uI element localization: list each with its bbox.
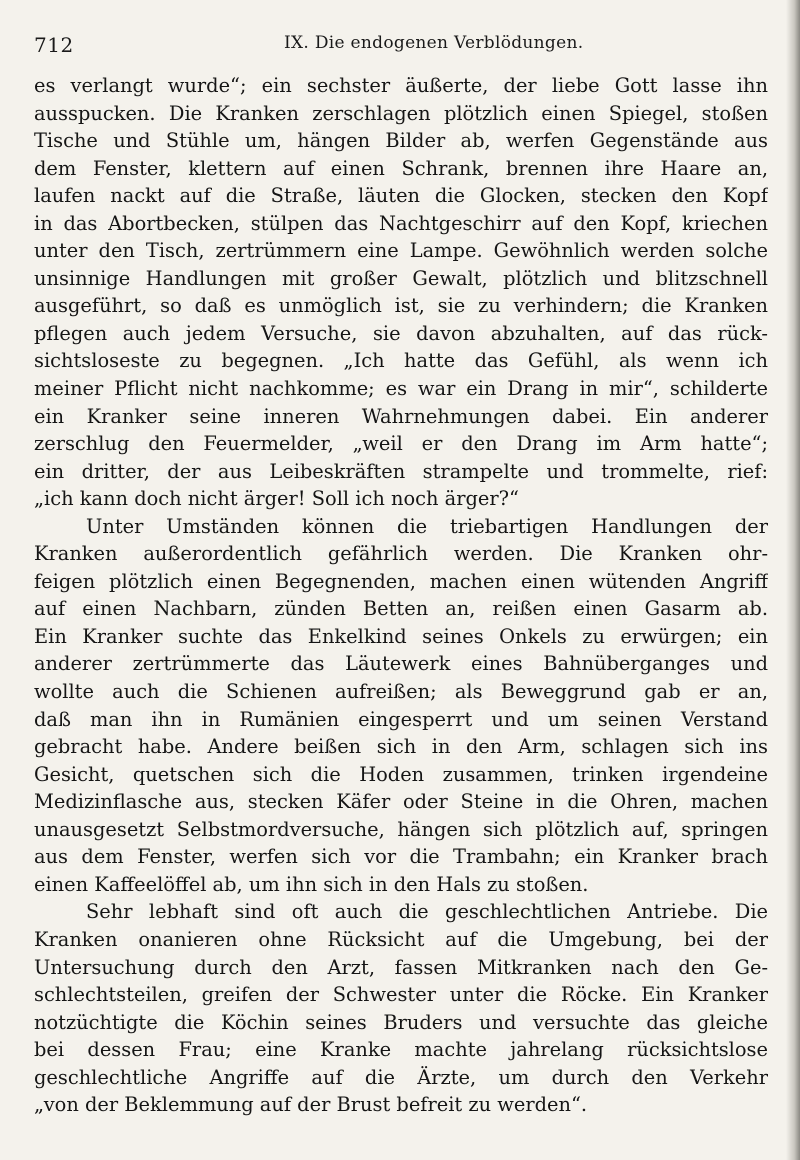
- text-line: Ein Kranker suchte das Enkelkind seines Onkels zu erwürgen; ein: [34, 624, 768, 648]
- page-number: 712: [34, 33, 74, 57]
- running-head: IX. Die endogenen Verblödungen.: [284, 33, 584, 53]
- text-line: unter den Tisch, zertrümmern eine Lampe. Gewöhnlich werden solche: [34, 239, 768, 263]
- text-line: ausspucken. Die Kranken zerschlagen plötzlich einen Spiegel, stoßen: [34, 101, 768, 125]
- text-line: Kranken onanieren ohne Rücksicht auf die Umgebung, bei der: [34, 927, 768, 951]
- text-line: Gesicht, quetschen sich die Hoden zusammen, trinken irgendeine: [34, 762, 768, 786]
- paragraph-1: [34, 72, 768, 513]
- text-line: Tische und Stühle um, hängen Bilder ab, werfen Gegenstände aus: [34, 129, 768, 153]
- text-line: feigen plötzlich einen Begegnenden, machen einen wütenden Angriff: [34, 569, 768, 593]
- text-line: ein dritter, der aus Leibeskräften strampelte und trommelte, rief:: [34, 459, 768, 483]
- paragraph-3: [34, 898, 768, 1118]
- text-line: geschlechtliche Angriffe auf die Ärzte, um durch den Verkehr: [34, 1065, 768, 1089]
- text-line: bei dessen Frau; eine Kranke machte jahrelang rücksichtslose: [34, 1038, 768, 1062]
- text-line: meiner Pflicht nicht nachkomme; es war ein Drang in mir“, schilderte: [34, 377, 768, 401]
- text-line: laufen nackt auf die Straße, läuten die Glocken, stecken den Kopf: [34, 184, 768, 208]
- text-line: auf einen Nachbarn, zünden Betten an, reißen einen Gasarm ab.: [34, 597, 768, 621]
- text-line: Sehr lebhaft sind oft auch die geschlechtlichen Antriebe. Die: [86, 900, 768, 924]
- text-line: „von der Beklemmung auf der Brust befreit zu werden“.: [34, 1093, 588, 1117]
- page-header: [34, 33, 770, 59]
- text-line: Unter Umständen können die triebartigen Handlungen der: [86, 514, 768, 538]
- text-line: dem Fenster, klettern auf einen Schrank, brennen ihre Haare an,: [34, 156, 768, 180]
- text-line: ein Kranker seine inneren Wahrnehmungen dabei. Ein anderer: [34, 404, 768, 428]
- text-line: wollte auch die Schienen aufreißen; als Beweggrund gab er an,: [34, 680, 768, 704]
- text-line: einen Kaffeelöffel ab, um ihn sich in den Hals zu stoßen.: [34, 872, 589, 896]
- text-line: Medizinflasche aus, stecken Käfer oder Steine in die Ohren, machen: [34, 790, 768, 814]
- text-line: pflegen auch jedem Versuche, sie davon abzuhalten, auf das rück-: [34, 321, 768, 345]
- text-line: Untersuchung durch den Arzt, fassen Mitkranken nach den Ge-: [34, 955, 768, 979]
- text-line: aus dem Fenster, werfen sich vor die Trambahn; ein Kranker brach: [34, 845, 768, 869]
- text-line: unsinnige Handlungen mit großer Gewalt, plötzlich und blitzschnell: [34, 266, 768, 290]
- text-line: es verlangt wurde“; ein sechster äußerte, der liebe Gott lasse ihn: [34, 74, 768, 97]
- text-line: ausgeführt, so daß es unmöglich ist, sie zu verhindern; die Kranken: [34, 294, 768, 318]
- text-line: „ich kann doch nicht ärger! Soll ich noch ärger?“: [34, 487, 519, 511]
- text-line: unausgesetzt Selbstmordversuche, hängen sich plötzlich auf, springen: [34, 817, 768, 841]
- page-edge-shadow: [786, 0, 800, 1160]
- text-line: notzüchtigte die Köchin seines Bruders und versuchte das gleiche: [34, 1010, 768, 1034]
- text-line: in das Abortbecken, stülpen das Nachtgeschirr auf den Kopf, kriechen: [34, 211, 768, 235]
- text-line: sichtsloseste zu begegnen. „Ich hatte das Gefühl, als wenn ich: [34, 349, 768, 373]
- text-line: schlechtsteilen, greifen der Schwester unter die Röcke. Ein Kranker: [34, 983, 768, 1007]
- paragraph-2: [34, 513, 768, 899]
- text-line: daß man ihn in Rumänien eingesperrt und um seinen Verstand: [34, 707, 768, 731]
- text-line: zerschlug den Feuermelder, „weil er den Drang im Arm hatte“;: [34, 432, 768, 456]
- text-line: gebracht habe. Andere beißen sich in den Arm, schlagen sich ins: [34, 735, 768, 759]
- body-text: [34, 72, 768, 1119]
- text-line: Kranken außerordentlich gefährlich werden. Die Kranken ohr-: [34, 542, 768, 566]
- text-line: anderer zertrümmerte das Läutewerk eines Bahnüberganges und: [34, 652, 768, 676]
